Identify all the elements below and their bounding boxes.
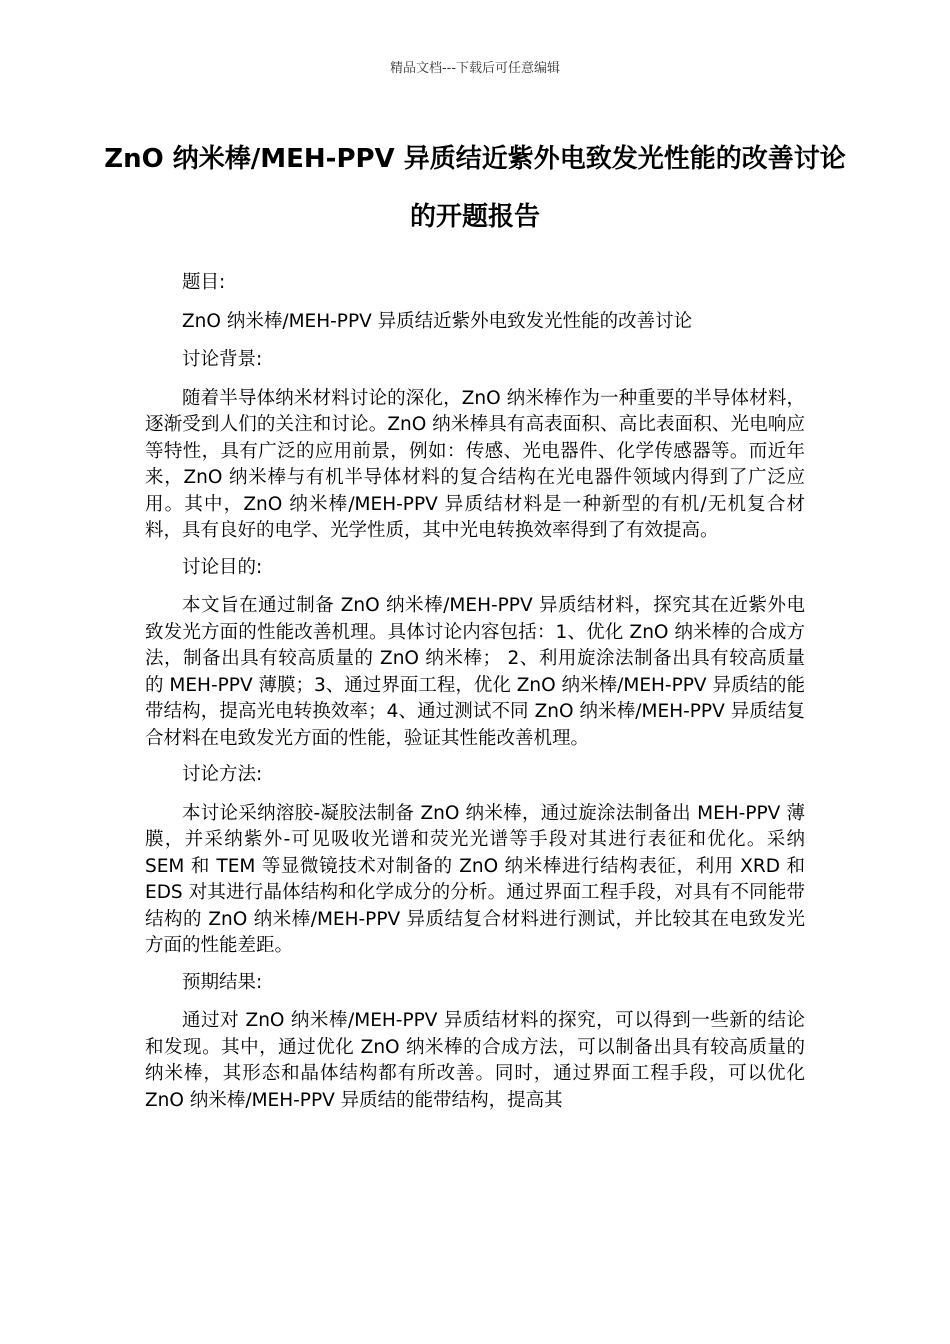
purpose-paragraph: 本文旨在通过制备 ZnO 纳米棒/MEH-PPV 异质结材料，探究其在近紫外电致发光方面的性能改善机理。具体讨论内容包括：1、优化 ZnO 纳米棒的合成方法，制备出具有较高质量的 ZnO 纳米棒； 2、利用旋涂法制备出具有较高质量的 MEH-PPV 薄膜；3、通过界面工程，优化 ZnO 纳米棒/MEH-PPV 异质结的能带结构，提高光电转换效率；4、通过测试不同 ZnO 纳米棒/MEH-PPV 异质结复合材料在电致发光方面的性能，验证其性能改善机理。 <box>145 595 805 749</box>
topic-text: ZnO 纳米棒/MEH-PPV 异质结近紫外电致发光性能的改善讨论 <box>182 310 693 332</box>
background-paragraph: 随着半导体纳米材料讨论的深化，ZnO 纳米棒作为一种重要的半导体材料，逐渐受到人们的关注和讨论。ZnO 纳米棒具有高表面积、高比表面积、光电响应等特性，具有广泛的应用前景，例如：传感、光电器件、化学传感器等。而近年来，ZnO 纳米棒与有机半导体材料的复合结构在光电器件领域内得到了广泛应用。其中，ZnO 纳米棒/MEH-PPV 异质结材料是一种新型的有机/无机复合材料，具有良好的电学、光学性质，其中光电转换效率得到了有效提高。 <box>145 387 805 541</box>
method-paragraph: 本讨论采纳溶胶-凝胶法制备 ZnO 纳米棒，通过旋涂法制备出 MEH-PPV 薄膜，并采纳紫外-可见吸收光谱和荧光光谱等手段对其进行表征和优化。采纳 SEM 和 TEM 等显微镜技术对制备的 ZnO 纳米棒进行结构表征，利用 XRD 和 EDS 对其进行晶体结构和化学成分的分析。通过界面工程手段，对具有不同能带结构的 ZnO 纳米棒/MEH-PPV 异质结复合材料进行测试，并比较其在电致发光方面的性能差距。 <box>145 802 805 956</box>
results-label: 预期结果: <box>182 971 263 993</box>
page-header: 精品文档---下载后可任意编辑 <box>389 61 561 76</box>
method-label: 讨论方法: <box>182 764 263 785</box>
results-paragraph: 通过对 ZnO 纳米棒/MEH-PPV 异质结材料的探究，可以得到一些新的结论和发现。其中，通过优化 ZnO 纳米棒的合成方法，可以制备出具有较高质量的纳米棒，其形态和晶体结构都有所改善。同时，通过界面工程手段，可以优化 ZnO 纳米棒/MEH-PPV 异质结的能带结构，提高其 <box>145 1010 805 1111</box>
background-label: 讨论背景: <box>182 349 263 370</box>
purpose-label: 讨论目的: <box>182 556 263 578</box>
topic-label: 题目: <box>182 272 226 293</box>
document-body <box>145 270 805 1124</box>
document-title: ZnO 纳米棒/MEH-PPV 异质结近紫外电致发光性能的改善讨论的开题报告 <box>104 144 846 232</box>
